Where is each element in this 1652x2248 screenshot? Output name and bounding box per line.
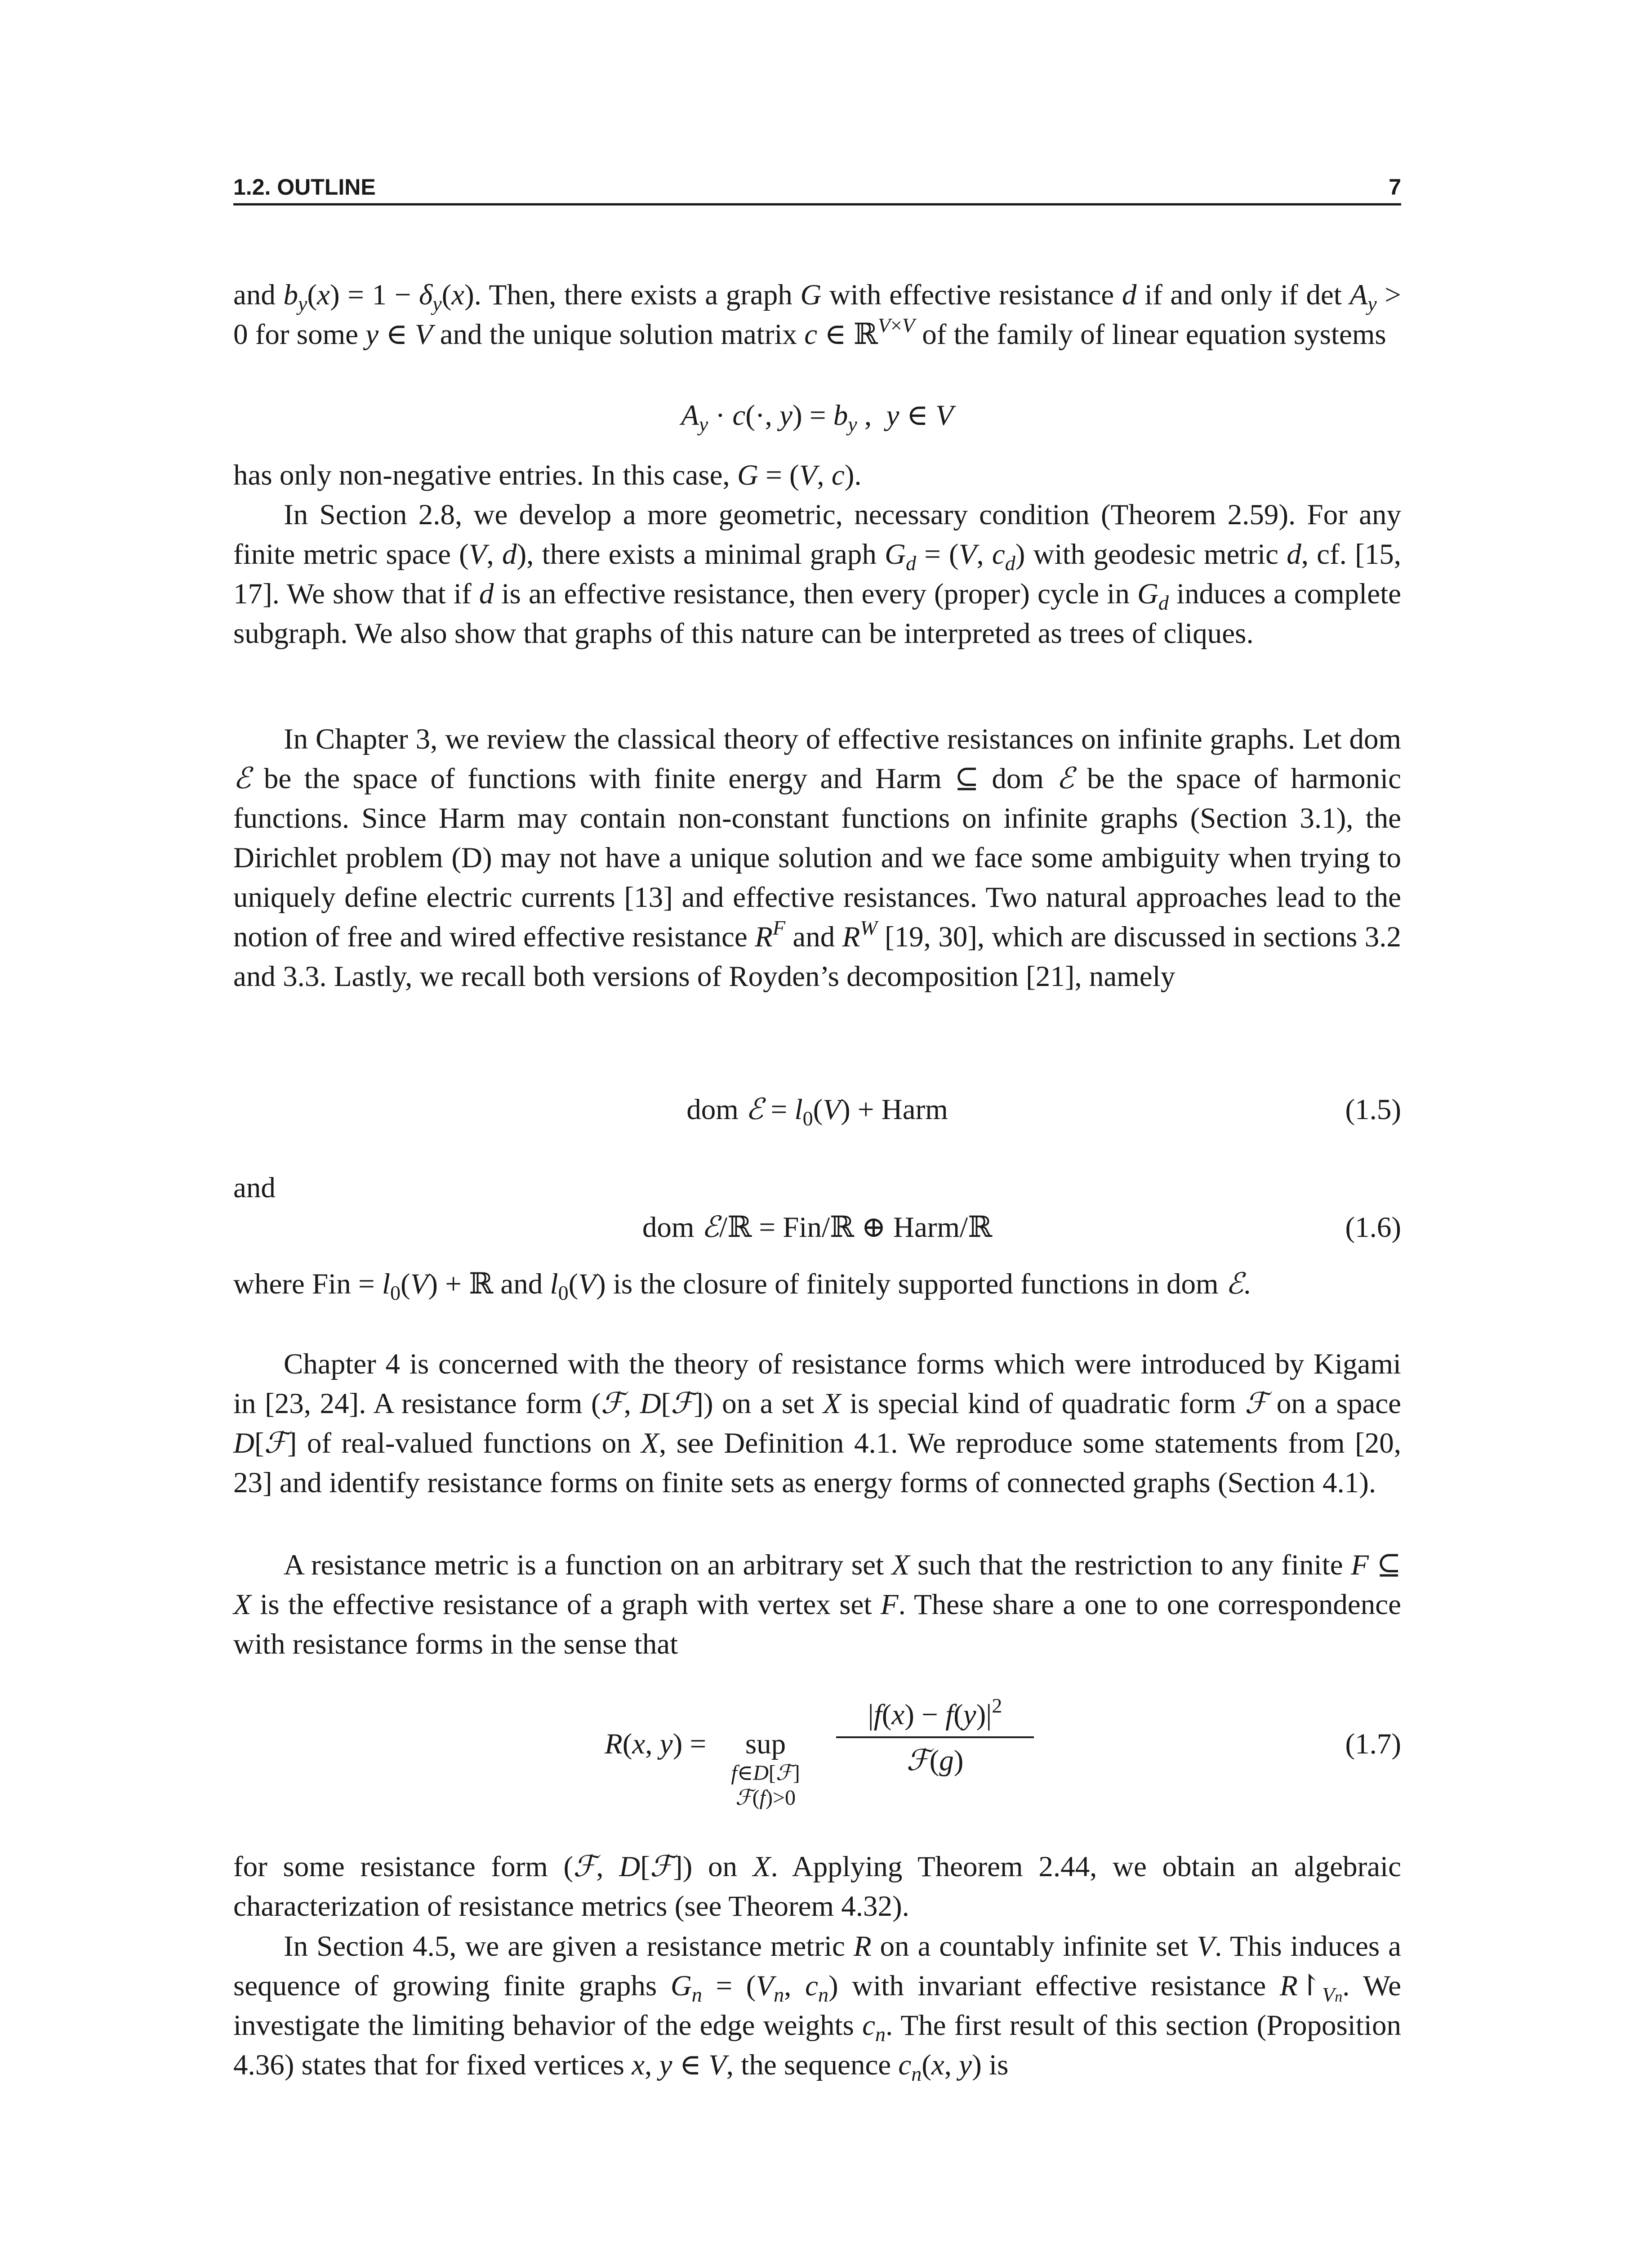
equation-number: (1.6): [1345, 1211, 1401, 1244]
equation-number: (1.5): [1345, 1093, 1401, 1126]
sup-subscript-2: ℱ(f)>0: [735, 1785, 796, 1810]
paragraph-2: has only non-negative entries. In this case, G = (V, c).: [233, 459, 862, 491]
equation-system-body: $A_y \cdot c(\cdot$, $y) = b_y$ , y ∈ V: [681, 399, 953, 436]
sup-operator: sup: [745, 1728, 786, 1760]
page-number: 7: [1389, 174, 1401, 200]
paragraph-8: A resistance metric is a function on an arbitrary set X such that the restriction to any finite F ⊆ X is the effective resistance of a graph with vertex set F. These share a one to one correspondence with resistance forms in the sense that: [233, 1549, 1401, 1660]
running-head: [233, 171, 1401, 205]
fraction-bar: [836, 1736, 1034, 1738]
equation-1-6-body: dom ℰ/ℝ = Fin/ℝ ⊕ Harm/ℝ: [642, 1210, 993, 1244]
paragraph-6: where Fin = $l_0(V)$ + ℝ and $l_0(V)$ is the closure of finitely supported functions in dom ℰ.: [233, 1267, 1251, 1304]
equation-number: (1.7): [1345, 1728, 1401, 1760]
paragraph-10: In Section 4.5, we are given a resistance metric R on a countably infinite set V. This induces a sequence of growing finite graphs $G_n = (V_n$, $c_n$) with invariant effective resistance $R↾_{Vn}$. We investigate the limiting behavior of the edge weights $c_n$. The first result of this section (Proposition 4.36) states that for fixed vertices x, y ∈ V, the sequence $c_n(x$, y) is: [233, 1930, 1401, 2085]
paragraph-1: and $b_y(x) = 1 - \delta_y(x)$. Then, there exists a graph G with effective resistance d if and only if $\det A_y > 0$ for some y ∈ V and the unique solution matrix c ∈ ℝ$^{V\times V}$ of the family of linear equation systems: [233, 279, 1401, 351]
paragraph-5: and: [233, 1172, 276, 1204]
fraction-numerator: $|f(x) - f(y)|^2$: [868, 1694, 1002, 1731]
section-title: 1.2. OUTLINE: [233, 174, 376, 200]
fraction-denominator: ℱ(g): [906, 1744, 964, 1777]
equation-1-5-body: dom ℰ = $l_0(V)$ + Harm: [686, 1093, 948, 1130]
paragraph-9: for some resistance form (ℱ, D[ℱ]) on X. Applying Theorem 2.44, we obtain an algebraic characterization of resistance metrics (see Theorem 4.32).: [233, 1850, 1402, 1922]
paragraph-3: In Section 2.8, we develop a more geometric, necessary condition (Theorem 2.59). For any finite metric space (V, d), there exists a minimal graph $G_d = (V$, $c_d$) with geodesic metric d, cf. [15, 17]. We show that if d is an effective resistance, then every (proper) cycle in $G_d$ induces a complete subgraph. We also show that graphs of this nature can be interpreted as trees of cliques.: [233, 499, 1401, 650]
paragraph-4: In Chapter 3, we review the classical theory of effective resistances on infinite graphs. Let dom ℰ be the space of functions with finite energy and Harm ⊆ dom ℰ be the space of harmonic functions. Since Harm may contain non-constant functions on infinite graphs (Section 3.1), the Dirichlet problem (D) may not have a unique solution and we face some ambiguity when trying to uniquely define electric currents [13] and effective resistances. Two natural approaches lead to the notion of free and wired effective resistance $R^F$ and $R^W$ [19, 30], which are discussed in sections 3.2 and 3.3. Lastly, we recall both versions of Royden’s decomposition [21], namely: [233, 723, 1401, 993]
sup-subscript-1: f∈D[ℱ]: [731, 1760, 800, 1785]
equation-lhs: R(x, y) =: [605, 1728, 707, 1760]
paragraph-7: Chapter 4 is concerned with the theory of resistance forms which were introduced by Kigami in [23, 24]. A resistance form (ℱ, D[ℱ]) on a set X is special kind of quadratic form ℱ on a space D[ℱ] of real-valued functions on X, see Definition 4.1. We reproduce some statements from [20, 23] and identify resistance forms on finite sets as energy forms of connected graphs (Section 4.1).: [233, 1348, 1401, 1499]
